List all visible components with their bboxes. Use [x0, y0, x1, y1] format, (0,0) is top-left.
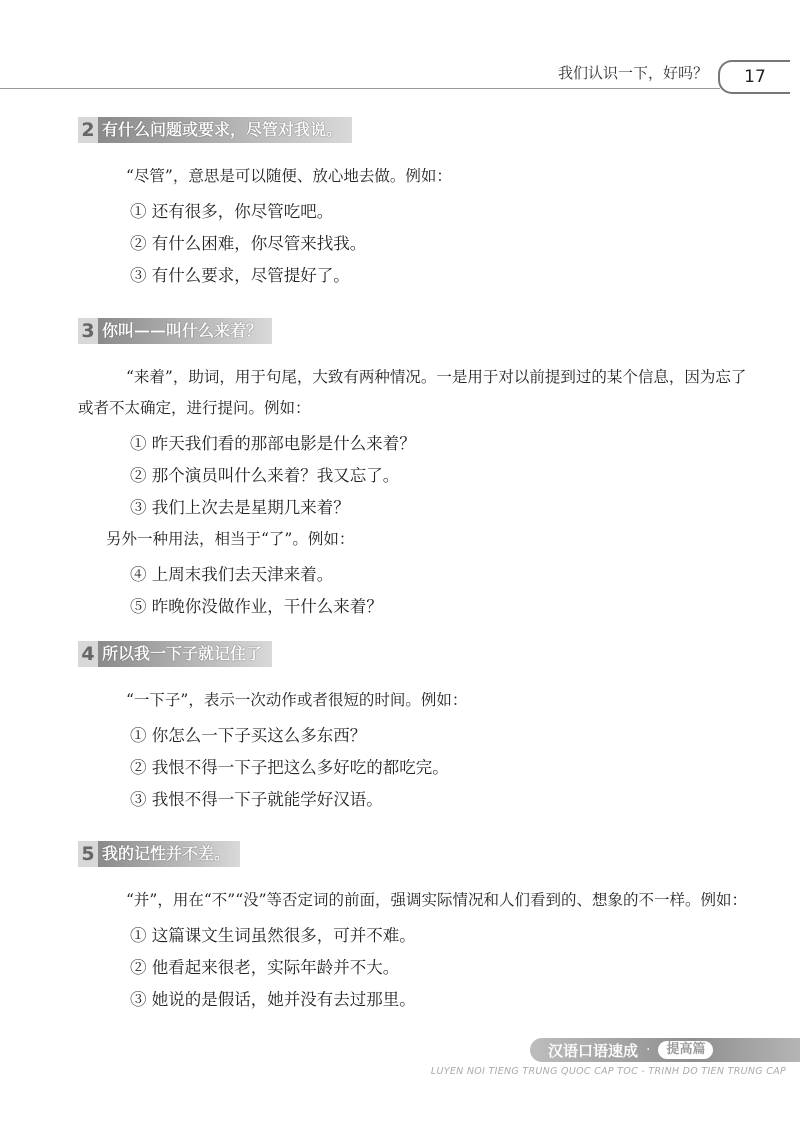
section-heading	[78, 641, 272, 667]
section-title: 有什么问题或要求，尽管对我说。	[98, 117, 352, 143]
example-line: ③ 有什么要求，尽管提好了。	[130, 266, 350, 285]
footer-level-badge: 提高篇	[658, 1041, 713, 1059]
footer-series-title: 汉语口语速成	[548, 1041, 639, 1060]
example-line: ② 他看起来很老，实际年龄并不大。	[130, 958, 400, 977]
section-intro: “尽管”，意思是可以随便、放心地去做。例如：	[126, 167, 452, 185]
section-title: 我的记性并不差。	[98, 841, 240, 867]
section-title: 所以我一下子就记住了	[98, 641, 272, 667]
footer-separator: ·	[646, 1042, 651, 1058]
example-line: ① 昨天我们看的那部电影是什么来着？	[130, 434, 416, 453]
section-number: 2	[78, 117, 98, 143]
section-intro: “来着”，助词，用于句尾，大致有两种情况。一是用于对以前提到过的某个信息，因为忘了或者不太确定，进行提问。例如：	[78, 368, 747, 417]
section-3	[78, 318, 758, 623]
example-line: ② 我恨不得一下子把这么多好吃的都吃完。	[130, 758, 449, 777]
section-intro-secondary: 另外一种用法，相当于“了”。例如：	[106, 530, 355, 548]
example-line: ① 还有很多，你尽管吃吧。	[130, 202, 334, 221]
example-line: ② 那个演员叫什么来着？我又忘了。	[130, 466, 400, 485]
page-number: 17	[718, 60, 790, 94]
example-line: ③ 她说的是假话，她并没有去过那里。	[130, 990, 416, 1009]
section-4	[78, 641, 758, 816]
section-heading	[78, 318, 272, 344]
section-number: 4	[78, 641, 98, 667]
example-line: ⑤ 昨晚你没做作业，干什么来着？	[130, 597, 383, 616]
example-line: ③ 我们上次去是星期几来着？	[130, 498, 350, 517]
example-line: ③ 我恨不得一下子就能学好汉语。	[130, 790, 383, 809]
header-rule	[0, 88, 720, 89]
section-heading	[78, 117, 352, 143]
section-heading	[78, 841, 240, 867]
example-line: ② 有什么困难，你尽管来找我。	[130, 234, 367, 253]
section-number: 5	[78, 841, 98, 867]
footer-subtitle: LUYEN NOI TIENG TRUNG QUOC CAP TOC - TRINH DO TIEN TRUNG CAP	[430, 1066, 786, 1077]
section-number: 3	[78, 318, 98, 344]
section-title: 你叫——叫什么来着？	[98, 318, 272, 344]
section-intro: “并”，用在“不”“没”等否定词的前面，强调实际情况和人们看到的、想象的不一样。例如：	[126, 891, 748, 909]
section-5	[78, 841, 758, 1016]
section-2	[78, 117, 758, 292]
footer-series-bar	[530, 1038, 800, 1062]
page-header-title: 我们认识一下，好吗？	[557, 64, 708, 82]
example-line: ① 你怎么一下子买这么多东西？	[130, 726, 367, 745]
section-intro: “一下子”，表示一次动作或者很短的时间。例如：	[126, 691, 468, 709]
example-line: ④ 上周末我们去天津来着。	[130, 565, 334, 584]
example-line: ① 这篇课文生词虽然很多，可并不难。	[130, 926, 416, 945]
